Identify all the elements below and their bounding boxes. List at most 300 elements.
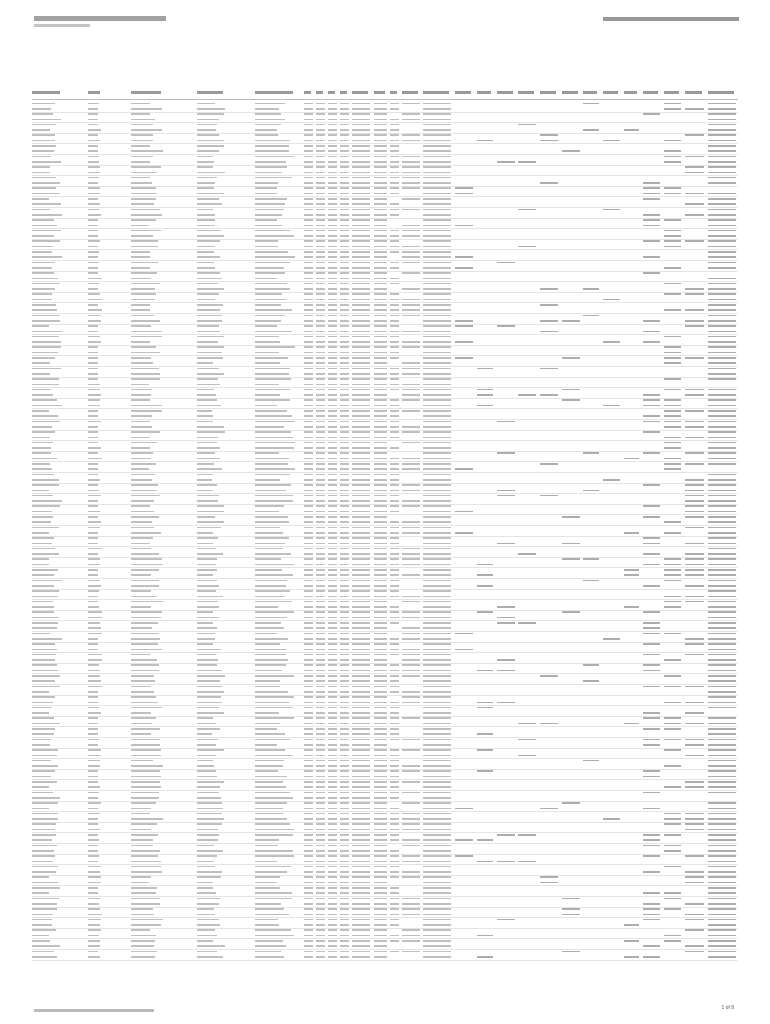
table-cell bbox=[708, 521, 736, 523]
table-cell bbox=[340, 468, 349, 470]
table-cell bbox=[423, 447, 451, 449]
table-cell bbox=[685, 574, 704, 576]
table-cell bbox=[685, 325, 704, 327]
table-cell bbox=[304, 246, 313, 248]
table-cell bbox=[197, 855, 217, 857]
table-cell bbox=[131, 389, 152, 391]
table-cell bbox=[197, 362, 213, 364]
table-cell bbox=[328, 601, 337, 603]
table-cell bbox=[328, 119, 337, 121]
table-cell bbox=[197, 797, 221, 799]
table-cell bbox=[316, 378, 325, 380]
table-cell bbox=[316, 341, 325, 343]
table-cell bbox=[340, 945, 349, 947]
table-cell bbox=[374, 914, 387, 916]
table-cell bbox=[131, 463, 156, 465]
table-cell bbox=[423, 876, 451, 878]
table-cell bbox=[32, 484, 59, 486]
table-cell bbox=[255, 914, 289, 916]
table-cell bbox=[304, 829, 313, 831]
table-cell bbox=[477, 394, 493, 396]
table-cell bbox=[197, 839, 218, 841]
table-cell bbox=[708, 914, 736, 916]
table-cell bbox=[328, 707, 337, 709]
table-cell bbox=[374, 553, 387, 555]
table-cell bbox=[316, 712, 325, 714]
table-cell bbox=[423, 919, 451, 921]
table-cell bbox=[402, 691, 420, 693]
table-cell bbox=[255, 739, 290, 741]
table-cell bbox=[197, 823, 222, 825]
table-cell bbox=[664, 410, 681, 412]
table-cell bbox=[390, 150, 399, 152]
table-cell bbox=[255, 378, 291, 380]
table-cell bbox=[340, 463, 349, 465]
table-cell bbox=[708, 903, 736, 905]
table-cell bbox=[390, 569, 399, 571]
table-cell bbox=[88, 590, 99, 592]
table-cell bbox=[316, 288, 325, 290]
table-cell bbox=[316, 786, 325, 788]
table-cell bbox=[32, 267, 52, 269]
table-cell bbox=[423, 537, 451, 539]
table-cell bbox=[402, 654, 420, 656]
table-cell bbox=[88, 892, 98, 894]
table-cell bbox=[603, 479, 620, 481]
table-cell bbox=[340, 664, 349, 666]
table-cell bbox=[664, 659, 681, 661]
table-cell bbox=[374, 156, 387, 158]
table-cell bbox=[255, 823, 290, 825]
table-cell bbox=[423, 288, 451, 290]
table-cell bbox=[197, 908, 214, 910]
table-cell bbox=[197, 299, 215, 301]
table-cell bbox=[390, 346, 399, 348]
table-cell bbox=[304, 331, 313, 333]
table-cell bbox=[664, 405, 681, 407]
table-cell bbox=[328, 145, 337, 147]
table-cell bbox=[374, 680, 387, 682]
table-cell bbox=[32, 717, 54, 719]
table-cell bbox=[255, 564, 294, 566]
table-cell bbox=[477, 611, 493, 613]
table-cell bbox=[316, 924, 325, 926]
table-cell bbox=[423, 490, 451, 492]
table-cell bbox=[340, 119, 349, 121]
table-cell bbox=[518, 723, 536, 725]
table-cell bbox=[390, 717, 399, 719]
table-cell bbox=[316, 760, 325, 762]
table-cell bbox=[304, 839, 313, 841]
table-cell bbox=[708, 262, 736, 264]
table-cell bbox=[88, 802, 101, 804]
table-cell bbox=[316, 755, 325, 757]
table-cell bbox=[390, 924, 399, 926]
table-cell bbox=[374, 781, 387, 783]
table-cell bbox=[316, 214, 325, 216]
table-cell bbox=[328, 251, 337, 253]
table-cell bbox=[603, 140, 620, 142]
table-cell bbox=[131, 357, 151, 359]
table-cell bbox=[255, 654, 286, 656]
table-cell bbox=[708, 664, 736, 666]
table-cell bbox=[685, 903, 704, 905]
table-cell bbox=[328, 617, 337, 619]
table-cell bbox=[402, 256, 420, 258]
table-cell bbox=[583, 558, 599, 560]
table-cell bbox=[423, 728, 451, 730]
table-cell bbox=[685, 437, 704, 439]
table-cell bbox=[455, 511, 473, 513]
table-cell bbox=[197, 421, 213, 423]
table-cell bbox=[131, 951, 157, 953]
table-cell bbox=[390, 670, 399, 672]
table-cell bbox=[328, 394, 337, 396]
table-cell bbox=[88, 283, 99, 285]
table-cell bbox=[328, 304, 337, 306]
table-cell bbox=[32, 903, 57, 905]
table-cell bbox=[402, 823, 420, 825]
table-cell bbox=[304, 855, 313, 857]
table-cell bbox=[708, 755, 736, 757]
table-cell bbox=[352, 755, 370, 757]
table-cell bbox=[255, 113, 281, 115]
table-cell bbox=[328, 717, 337, 719]
table-cell bbox=[255, 887, 280, 889]
table-cell bbox=[32, 278, 58, 280]
table-cell bbox=[255, 733, 285, 735]
table-cell bbox=[255, 500, 293, 502]
table-cell bbox=[423, 765, 451, 767]
table-cell bbox=[374, 447, 387, 449]
table-cell bbox=[304, 283, 313, 285]
table-cell bbox=[197, 172, 225, 174]
table-cell bbox=[708, 839, 736, 841]
table-cell bbox=[643, 341, 660, 343]
table-cell bbox=[374, 839, 387, 841]
table-cell bbox=[402, 749, 420, 751]
table-cell bbox=[255, 940, 283, 942]
table-cell bbox=[328, 527, 337, 529]
table-cell bbox=[340, 553, 349, 555]
table-cell bbox=[664, 580, 681, 582]
table-cell bbox=[643, 543, 660, 545]
table-cell bbox=[374, 309, 387, 311]
table-cell bbox=[352, 728, 370, 730]
table-cell bbox=[708, 389, 736, 391]
table-cell bbox=[304, 601, 313, 603]
table-cell bbox=[88, 431, 98, 433]
table-cell bbox=[423, 786, 451, 788]
table-cell bbox=[131, 892, 156, 894]
table-cell bbox=[390, 145, 399, 147]
table-cell bbox=[352, 919, 370, 921]
table-cell bbox=[88, 871, 100, 873]
table-cell bbox=[643, 399, 660, 401]
table-cell bbox=[664, 532, 681, 534]
table-cell bbox=[131, 633, 159, 635]
table-cell bbox=[708, 659, 736, 661]
table-cell bbox=[316, 230, 325, 232]
table-cell bbox=[685, 823, 704, 825]
table-cell bbox=[374, 887, 387, 889]
table-cell bbox=[708, 119, 736, 121]
table-cell bbox=[340, 733, 349, 735]
table-cell bbox=[32, 834, 56, 836]
table-cell bbox=[328, 325, 337, 327]
table-cell bbox=[328, 643, 337, 645]
table-cell bbox=[340, 839, 349, 841]
table-cell bbox=[316, 113, 325, 115]
table-cell bbox=[255, 643, 280, 645]
table-cell bbox=[340, 134, 349, 136]
table-cell bbox=[328, 898, 337, 900]
table-cell bbox=[423, 468, 451, 470]
table-cell bbox=[304, 717, 313, 719]
table-cell bbox=[32, 325, 49, 327]
table-cell bbox=[708, 765, 736, 767]
table-cell bbox=[708, 129, 736, 131]
table-cell bbox=[455, 341, 473, 343]
table-cell bbox=[255, 611, 294, 613]
table-cell bbox=[352, 129, 370, 131]
table-cell bbox=[643, 452, 660, 454]
table-cell bbox=[643, 712, 660, 714]
table-cell bbox=[374, 293, 387, 295]
table-cell bbox=[423, 813, 451, 815]
table-cell bbox=[328, 219, 337, 221]
table-cell bbox=[624, 458, 639, 460]
table-cell bbox=[316, 346, 325, 348]
table-cell bbox=[304, 664, 313, 666]
table-cell bbox=[423, 246, 451, 248]
table-cell bbox=[131, 903, 160, 905]
table-cell bbox=[477, 956, 493, 958]
table-cell bbox=[685, 929, 704, 931]
table-cell bbox=[316, 209, 325, 211]
table-cell bbox=[328, 262, 337, 264]
table-cell bbox=[340, 129, 349, 131]
table-cell bbox=[255, 675, 294, 677]
table-cell bbox=[374, 956, 387, 958]
table-cell bbox=[340, 527, 349, 529]
table-cell bbox=[304, 203, 313, 205]
table-cell bbox=[328, 468, 337, 470]
table-cell bbox=[518, 755, 536, 757]
table-cell bbox=[352, 198, 370, 200]
table-cell bbox=[664, 898, 681, 900]
table-cell bbox=[131, 341, 150, 343]
table-cell bbox=[374, 638, 387, 640]
table-cell bbox=[374, 792, 387, 794]
table-cell bbox=[708, 627, 736, 629]
table-cell bbox=[402, 574, 420, 576]
table-cell bbox=[643, 739, 660, 741]
table-cell bbox=[352, 521, 370, 523]
table-cell bbox=[197, 749, 224, 751]
column-header bbox=[131, 91, 161, 94]
table-cell bbox=[197, 479, 212, 481]
table-cell bbox=[423, 283, 451, 285]
table-cell bbox=[390, 564, 399, 566]
table-cell bbox=[374, 442, 387, 444]
table-cell bbox=[88, 161, 99, 163]
table-cell bbox=[643, 431, 660, 433]
table-cell bbox=[32, 357, 55, 359]
table-cell bbox=[304, 309, 313, 311]
table-cell bbox=[197, 702, 222, 704]
table-cell bbox=[340, 908, 349, 910]
table-cell bbox=[328, 823, 337, 825]
table-cell bbox=[352, 442, 370, 444]
table-cell bbox=[390, 935, 399, 937]
table-cell bbox=[255, 505, 284, 507]
table-cell bbox=[708, 346, 736, 348]
table-cell bbox=[197, 717, 213, 719]
table-cell bbox=[131, 399, 150, 401]
table-cell bbox=[304, 214, 313, 216]
table-cell bbox=[664, 739, 681, 741]
table-cell bbox=[374, 861, 387, 863]
table-cell bbox=[423, 336, 451, 338]
table-cell bbox=[390, 447, 399, 449]
table-cell bbox=[423, 935, 451, 937]
table-cell bbox=[304, 134, 313, 136]
table-cell bbox=[328, 320, 337, 322]
table-cell bbox=[423, 421, 451, 423]
table-cell bbox=[197, 511, 224, 513]
table-cell bbox=[88, 845, 98, 847]
table-cell bbox=[402, 696, 420, 698]
table-cell bbox=[328, 103, 337, 105]
table-cell bbox=[32, 702, 53, 704]
table-cell bbox=[197, 272, 220, 274]
table-cell bbox=[316, 124, 325, 126]
table-cell bbox=[316, 808, 325, 810]
table-cell bbox=[708, 442, 736, 444]
table-cell bbox=[497, 606, 515, 608]
table-cell bbox=[352, 649, 370, 651]
table-cell bbox=[390, 304, 399, 306]
table-cell bbox=[374, 278, 387, 280]
table-cell bbox=[304, 357, 313, 359]
table-cell bbox=[316, 611, 325, 613]
table-cell bbox=[583, 580, 599, 582]
table-cell bbox=[304, 765, 313, 767]
table-cell bbox=[340, 675, 349, 677]
table-cell bbox=[328, 368, 337, 370]
table-cell bbox=[131, 728, 160, 730]
table-cell bbox=[402, 675, 420, 677]
table-cell bbox=[316, 818, 325, 820]
table-cell bbox=[352, 553, 370, 555]
table-cell bbox=[390, 702, 399, 704]
table-cell bbox=[340, 532, 349, 534]
table-cell bbox=[390, 203, 399, 205]
table-cell bbox=[304, 532, 313, 534]
table-cell bbox=[423, 670, 451, 672]
table-cell bbox=[352, 193, 370, 195]
table-cell bbox=[328, 797, 337, 799]
table-cell bbox=[88, 484, 98, 486]
table-cell bbox=[197, 325, 219, 327]
table-cell bbox=[32, 670, 58, 672]
table-cell bbox=[352, 654, 370, 656]
table-cell bbox=[643, 956, 660, 958]
table-cell bbox=[328, 336, 337, 338]
table-cell bbox=[32, 209, 50, 211]
table-cell bbox=[197, 320, 222, 322]
table-cell bbox=[88, 813, 100, 815]
table-cell bbox=[32, 829, 55, 831]
table-cell bbox=[328, 564, 337, 566]
table-header-row bbox=[32, 89, 738, 97]
table-cell bbox=[708, 749, 736, 751]
table-cell bbox=[402, 818, 420, 820]
table-cell bbox=[255, 156, 294, 158]
table-cell bbox=[423, 606, 451, 608]
table-cell bbox=[197, 670, 222, 672]
table-cell bbox=[664, 283, 681, 285]
table-cell bbox=[374, 516, 387, 518]
table-cell bbox=[197, 876, 221, 878]
table-cell bbox=[32, 744, 50, 746]
table-cell bbox=[423, 845, 451, 847]
table-cell bbox=[255, 325, 277, 327]
table-cell bbox=[255, 839, 279, 841]
table-cell bbox=[352, 590, 370, 592]
table-cell bbox=[32, 564, 49, 566]
table-cell bbox=[255, 903, 281, 905]
table-cell bbox=[131, 739, 160, 741]
table-cell bbox=[131, 384, 149, 386]
table-cell bbox=[197, 680, 220, 682]
table-cell bbox=[390, 521, 399, 523]
table-cell bbox=[540, 723, 558, 725]
table-cell bbox=[423, 140, 451, 142]
table-cell bbox=[708, 898, 736, 900]
table-cell bbox=[423, 230, 451, 232]
table-cell bbox=[88, 262, 99, 264]
table-cell bbox=[304, 484, 313, 486]
table-cell bbox=[497, 670, 515, 672]
table-cell bbox=[423, 357, 451, 359]
table-cell bbox=[708, 172, 736, 174]
table-cell bbox=[316, 765, 325, 767]
table-cell bbox=[32, 198, 49, 200]
table-cell bbox=[423, 293, 451, 295]
table-cell bbox=[708, 686, 736, 688]
table-cell bbox=[352, 288, 370, 290]
table-cell bbox=[328, 744, 337, 746]
table-cell bbox=[374, 341, 387, 343]
table-cell bbox=[390, 214, 399, 216]
table-cell bbox=[390, 511, 399, 513]
table-cell bbox=[255, 150, 289, 152]
table-cell bbox=[402, 246, 420, 248]
table-cell bbox=[131, 564, 163, 566]
table-cell bbox=[340, 421, 349, 423]
table-cell bbox=[390, 140, 399, 142]
table-cell bbox=[131, 251, 150, 253]
table-cell bbox=[708, 564, 736, 566]
table-cell bbox=[32, 733, 54, 735]
table-cell bbox=[423, 267, 451, 269]
table-cell bbox=[131, 537, 153, 539]
table-cell bbox=[374, 150, 387, 152]
table-cell bbox=[32, 352, 58, 354]
table-cell bbox=[340, 617, 349, 619]
